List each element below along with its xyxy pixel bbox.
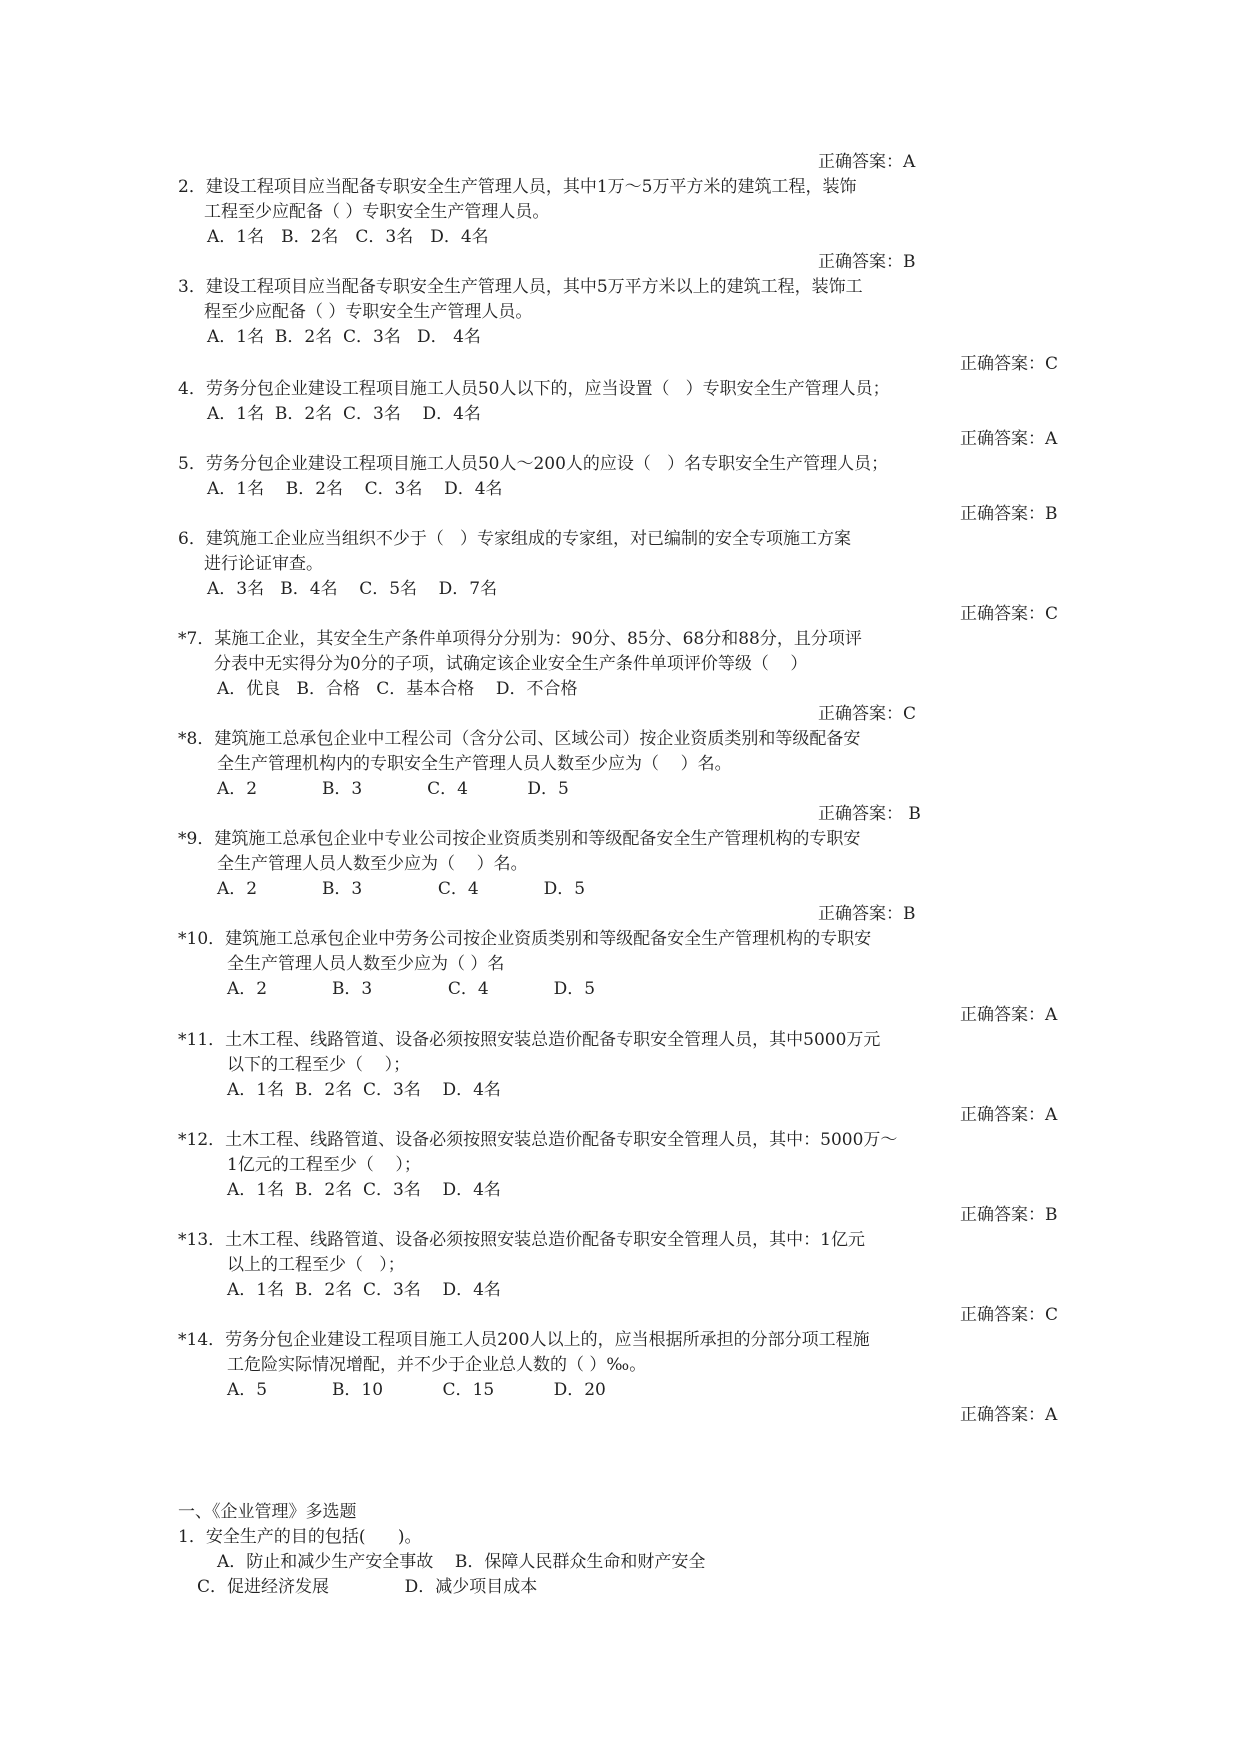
question-9-answer: 正确答案：B [818,904,916,924]
question-6-line-1: 6．建筑施工企业应当组织不少于（ ）专家组成的专家组，对已编制的安全专项施工方案 [178,529,852,549]
question-9-line-1: *9．建筑施工总承包企业中专业公司按企业资质类别和等级配备安全生产管理机构的专职安 [178,829,861,849]
question-10-answer: 正确答案：A [960,1005,1058,1025]
question-7-options: A．优良 B．合格 C．基本合格 D．不合格 [217,679,578,699]
question-3-line-2: 程至少应配备（ ）专职安全生产管理人员。 [204,302,533,322]
answer-label: 正确答案：A [818,152,916,172]
question-13-answer: 正确答案：C [960,1305,1059,1325]
question-7-answer: 正确答案：C [818,704,917,724]
question-14-options: A．5 B．10 C．15 D．20 [227,1380,606,1400]
question-12-options: A．1名 B．2名 C．3名 D．4名 [227,1180,501,1200]
question-9-options: A．2 B．3 C．4 D．5 [217,879,586,899]
question-7-line-2: 分表中无实得分为0分的子项，试确定该企业安全生产条件单项评价等级（ ） [214,654,808,674]
question-13-options: A．1名 B．2名 C．3名 D．4名 [227,1280,501,1300]
question-12-line-1: *12．土木工程、线路管道、设备必须按照安装总造价配备专职安全管理人员，其中：5000万～ [178,1130,898,1150]
question-4-options: A．1名 B．2名 C．3名 D．4名 [207,404,481,424]
question-6-line-2: 进行论证审查。 [204,554,323,574]
question-10-line-2: 全生产管理人员人数至少应为（ ）名 [227,954,505,974]
multi-question-1: 1．安全生产的目的包括( )。 [178,1527,422,1547]
question-6-answer: 正确答案：C [960,604,1059,624]
question-2-answer: 正确答案：B [818,252,916,272]
question-12-line-2: 1亿元的工程至少（ ）； [227,1155,421,1175]
question-2-options: A．1名 B．2名 C．3名 D．4名 [207,227,489,247]
question-8-line-1: *8．建筑施工总承包企业中工程公司（含分公司、区域公司）按企业资质类别和等级配备安 [178,729,861,749]
question-4-answer: 正确答案：A [960,429,1058,449]
question-11-line-1: *11．土木工程、线路管道、设备必须按照安装总造价配备专职安全管理人员，其中5000万元 [178,1030,881,1050]
question-14-line-1: *14．劳务分包企业建设工程项目施工人员200人以上的，应当根据所承担的分部分项工程施 [178,1330,870,1350]
multi-question-1-options-line-2: C．促进经济发展 D．减少项目成本 [197,1577,538,1597]
question-11-answer: 正确答案：A [960,1105,1058,1125]
question-8-line-2: 全生产管理机构内的专职安全生产管理人员人数至少应为（ ）名。 [217,754,732,774]
question-2-line-1: 2．建设工程项目应当配备专职安全生产管理人员，其中1万～5万平方米的建筑工程，装饰 [178,177,857,197]
question-2-line-2: 工程至少应配备（ ）专职安全生产管理人员。 [204,202,550,222]
multi-question-1-options-line-1: A．防止和减少生产安全事故 B．保障人民群众生命和财产安全 [217,1552,706,1572]
question-5-answer: 正确答案：B [960,504,1058,524]
question-5-line-1: 5．劳务分包企业建设工程项目施工人员50人～200人的应设（ ）名专职安全生产管理人员； [178,454,889,474]
question-7-line-1: *7．某施工企业，其安全生产条件单项得分分别为：90分、85分、68分和88分，且分项评 [178,629,862,649]
question-3-options: A．1名 B．2名 C．3名 D． 4名 [207,327,481,347]
question-12-answer: 正确答案：B [960,1205,1058,1225]
question-13-line-2: 以上的工程至少（ ）； [227,1255,405,1275]
question-3-line-1: 3．建设工程项目应当配备专职安全生产管理人员，其中5万平方米以上的建筑工程，装饰工 [178,277,863,297]
question-11-options: A．1名 B．2名 C．3名 D．4名 [227,1080,501,1100]
question-10-options: A．2 B．3 C．4 D．5 [227,979,596,999]
question-8-answer: 正确答案： B [818,804,921,824]
question-10-line-1: *10．建筑施工总承包企业中劳务公司按企业资质类别和等级配备安全生产管理机构的专职安 [178,929,872,949]
question-14-answer: 正确答案：A [960,1405,1058,1425]
question-4-line-1: 4．劳务分包企业建设工程项目施工人员50人以下的，应当设置（ ）专职安全生产管理人员； [178,379,890,399]
question-6-options: A．3名 B．4名 C．5名 D．7名 [207,579,498,599]
section-title: 一、《企业管理》多选题 [178,1502,357,1522]
question-8-options: A．2 B．3 C．4 D．5 [217,779,569,799]
question-5-options: A．1名 B．2名 C．3名 D．4名 [207,479,503,499]
question-14-line-2: 工危险实际情况增配，并不少于企业总人数的（ ）‰。 [227,1355,647,1375]
question-13-line-1: *13．土木工程、线路管道、设备必须按照安装总造价配备专职安全管理人员，其中：1亿元 [178,1230,865,1250]
question-9-line-2: 全生产管理人员人数至少应为（ ）名。 [217,854,528,874]
question-3-answer: 正确答案：C [960,354,1059,374]
question-11-line-2: 以下的工程至少（ ）； [227,1055,411,1075]
